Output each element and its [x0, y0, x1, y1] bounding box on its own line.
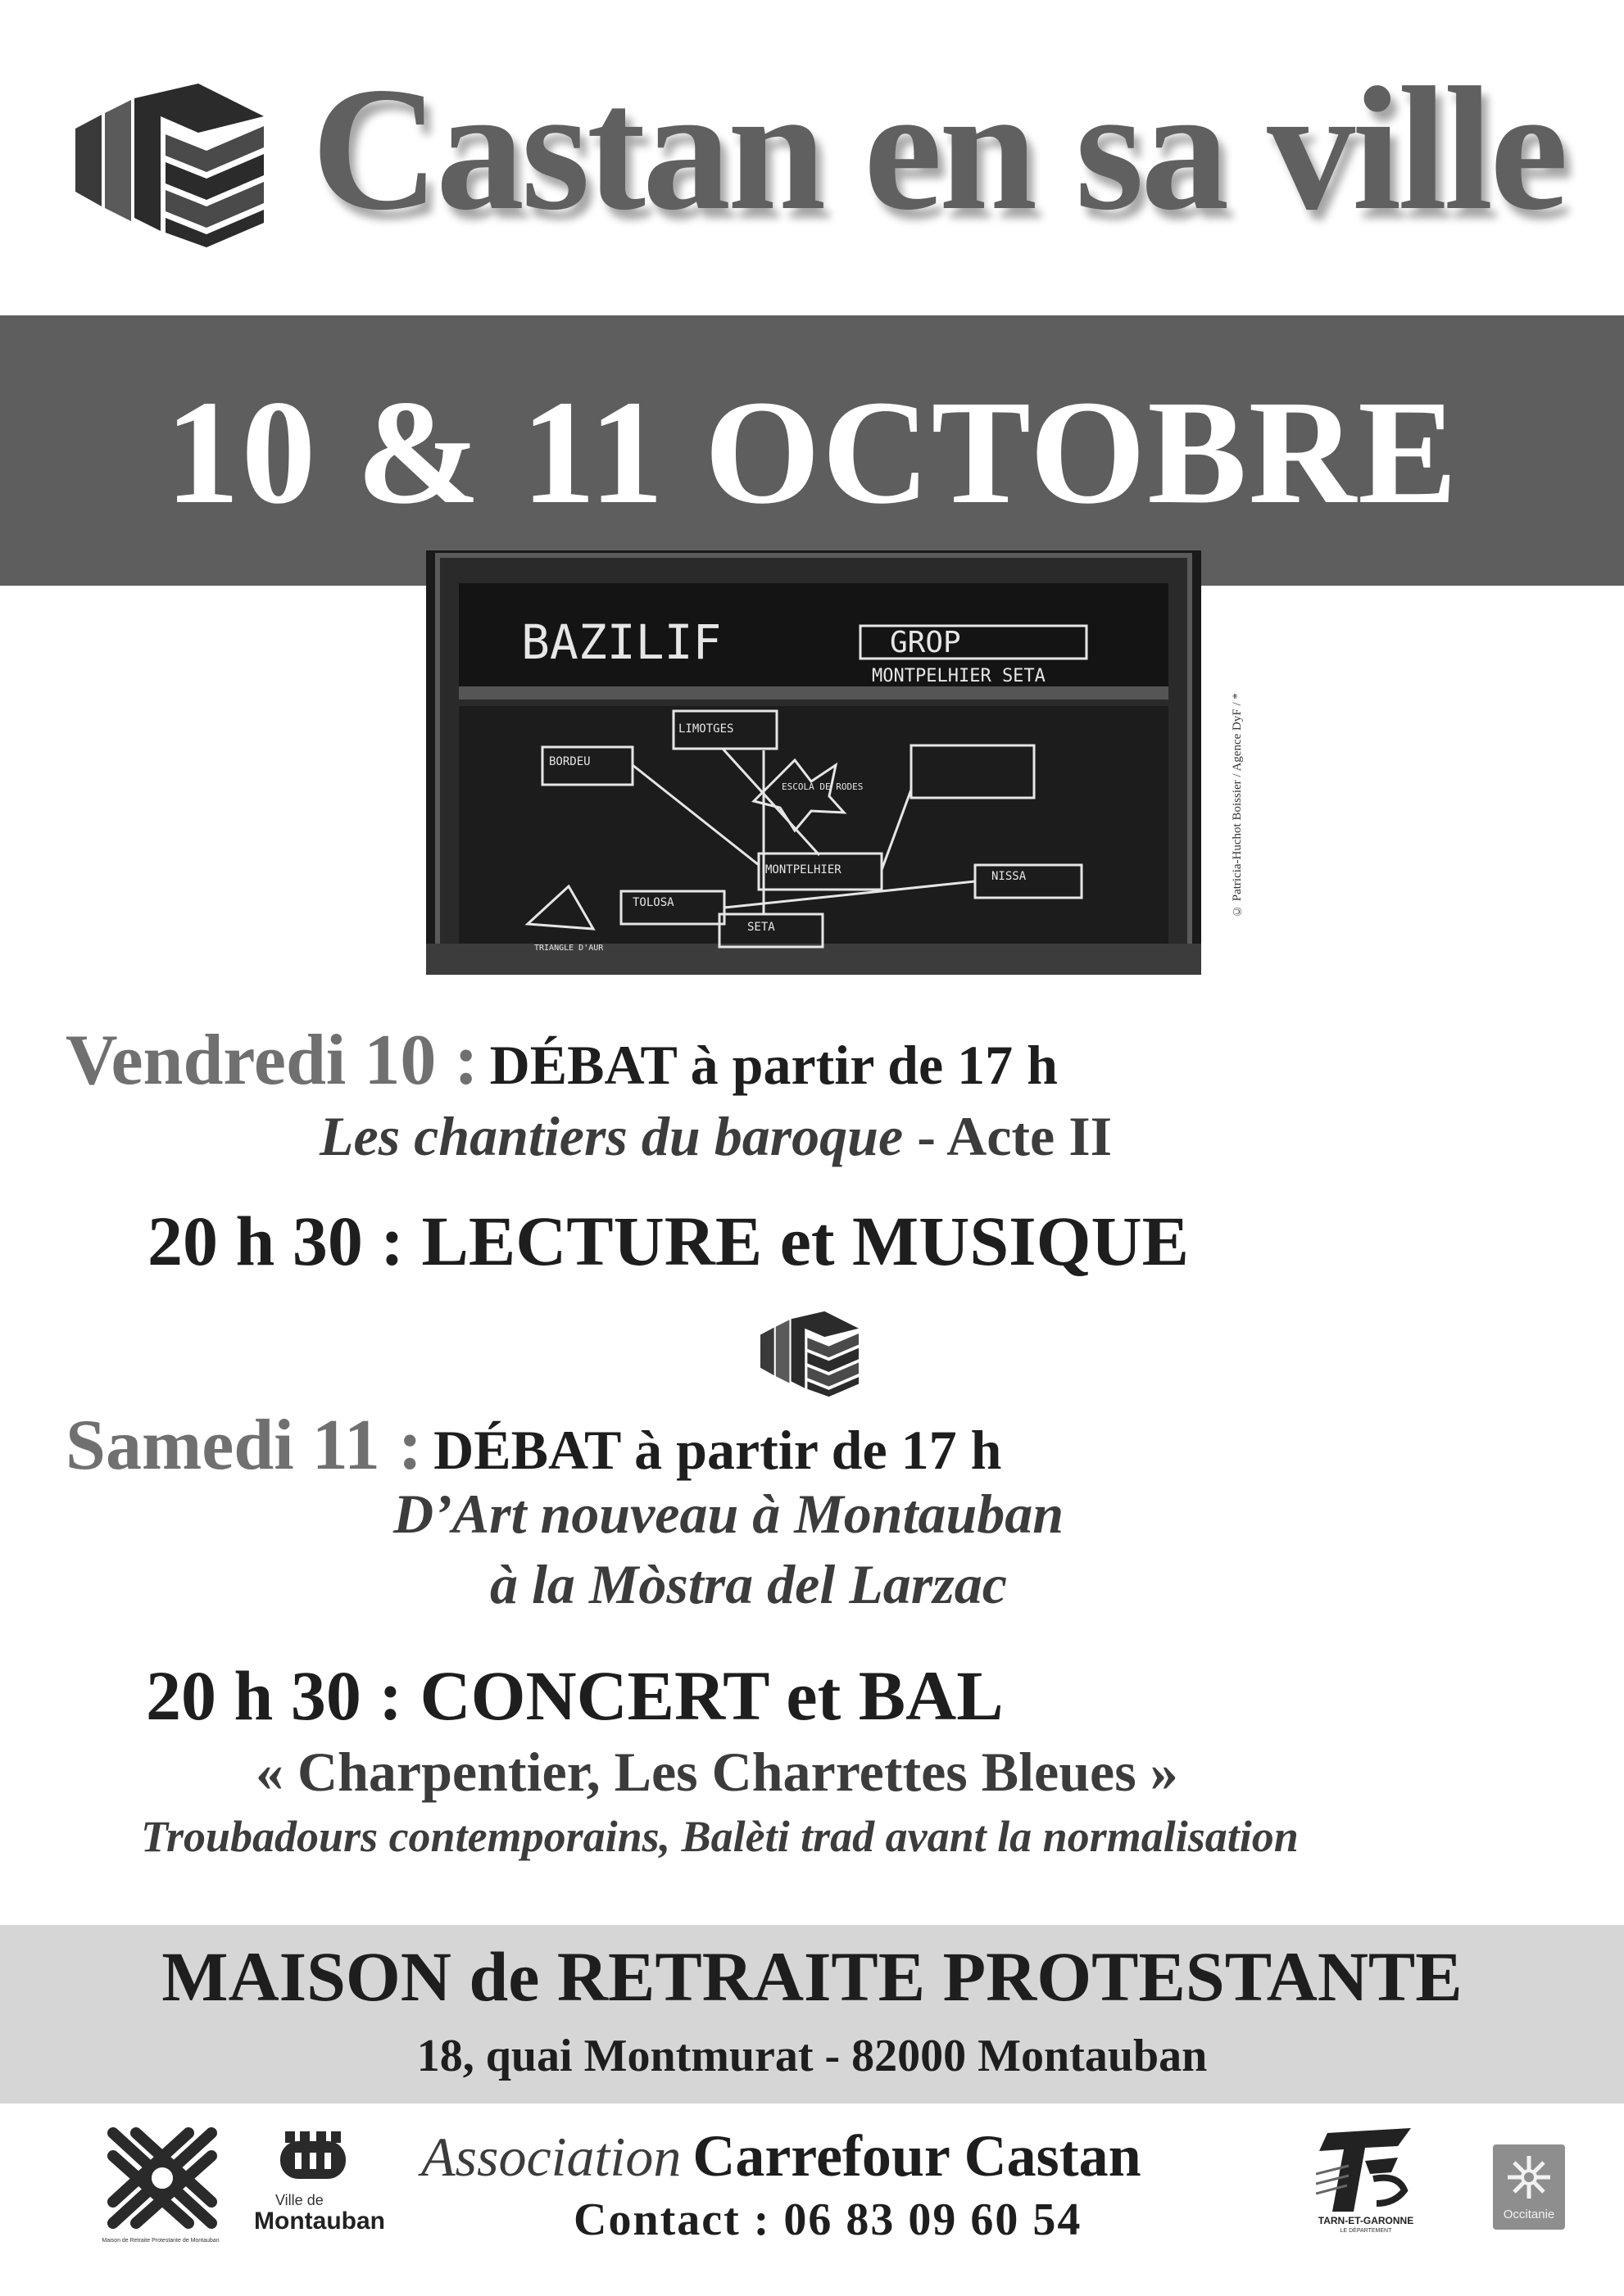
tarn-et-garonne-logo-icon	[1316, 2125, 1414, 2215]
svg-text:BORDEU: BORDEU	[549, 755, 591, 768]
ville-de-label: Ville de	[275, 2192, 324, 2208]
montauban-label: Montauban	[254, 2208, 385, 2235]
svg-text:ESCOLA DE RODES: ESCOLA DE RODES	[782, 781, 864, 792]
contact-phone: Contact : 06 83 09 60 54	[574, 2194, 1082, 2245]
friday-debate-title-act: - Acte II	[903, 1105, 1113, 1167]
saturday-debate-title-line1: D’Art nouveau à Montauban	[393, 1483, 1064, 1545]
svg-text:TOLOSA: TOLOSA	[633, 896, 674, 909]
association-name: Carrefour Castan	[692, 2123, 1141, 2189]
friday-debate-title-italic: Les chantiers du baroque	[320, 1105, 904, 1167]
svg-text:GROP: GROP	[890, 626, 961, 659]
svg-text:BAZILIF: BAZILIF	[521, 614, 722, 670]
friday-label: Vendredi 10	[66, 1021, 437, 1100]
tarn-et-garonne-subcaption: LE DÉPARTEMENT	[1340, 2228, 1392, 2234]
saturday-concert-note: Troubadours contemporains, Balèti trad avant la normalisation	[141, 1812, 1299, 1861]
svg-text:MONTPELHIER SETA: MONTPELHIER SETA	[872, 666, 1046, 686]
friday-debate: DÉBAT à partir de 17 h	[489, 1034, 1058, 1096]
saturday-colon: :	[379, 1406, 423, 1485]
saturday-concert-title: « Charpentier, Les Charrettes Bleues »	[256, 1741, 1178, 1803]
svg-text:SETA: SETA	[747, 921, 775, 934]
saturday-label: Samedi 11	[66, 1406, 380, 1485]
svg-text:TRIANGLE D'AUR: TRIANGLE D'AUR	[534, 944, 604, 953]
maison-retraite-caption: Maison de Retraite Protestante de Montauban	[102, 2238, 220, 2244]
chalkboard-chest-photo	[426, 550, 1201, 975]
svg-text:LIMOTGES: LIMOTGES	[678, 722, 734, 736]
svg-text:NISSA: NISSA	[991, 870, 1027, 883]
svg-text:MONTPELHIER: MONTPELHIER	[765, 863, 841, 876]
occitanie-cross-icon	[1493, 2144, 1565, 2210]
saturday-evening: 20 h 30 : CONCERT et BAL	[146, 1656, 1004, 1735]
venue-address: 18, quai Montmurat - 82000 Montauban	[416, 2031, 1208, 2081]
saturday-debate-title-line2: à la Mòstra del Larzac	[490, 1553, 1007, 1615]
saturday-debate: DÉBAT à partir de 17 h	[433, 1419, 1002, 1481]
carrefour-castan-logo-icon	[75, 84, 264, 247]
montauban-crest-icon	[279, 2128, 347, 2187]
tarn-et-garonne-caption: TARN-ET-GARONNE	[1318, 2215, 1414, 2226]
friday-evening: 20 h 30 : LECTURE et MUSIQUE	[147, 1202, 1189, 1280]
friday-debate-title	[320, 1099, 1112, 1173]
association-prefix: Association	[421, 2126, 682, 2188]
friday-colon: :	[436, 1021, 479, 1100]
venue-name: MAISON de RETRAITE PROTESTANTE	[161, 1937, 1463, 2016]
photo-credit: © Patricia-Huchot Boissier / Agence DyF / *	[1231, 693, 1244, 917]
event-dates: 10 & 11 OCTOBRE	[165, 370, 1459, 535]
page-title: Castan en sa ville	[311, 51, 1566, 247]
occitanie-label: Occitanie	[1503, 2208, 1555, 2221]
maison-retraite-logo-icon	[97, 2117, 228, 2239]
carrefour-castan-small-logo-icon	[760, 1306, 859, 1402]
